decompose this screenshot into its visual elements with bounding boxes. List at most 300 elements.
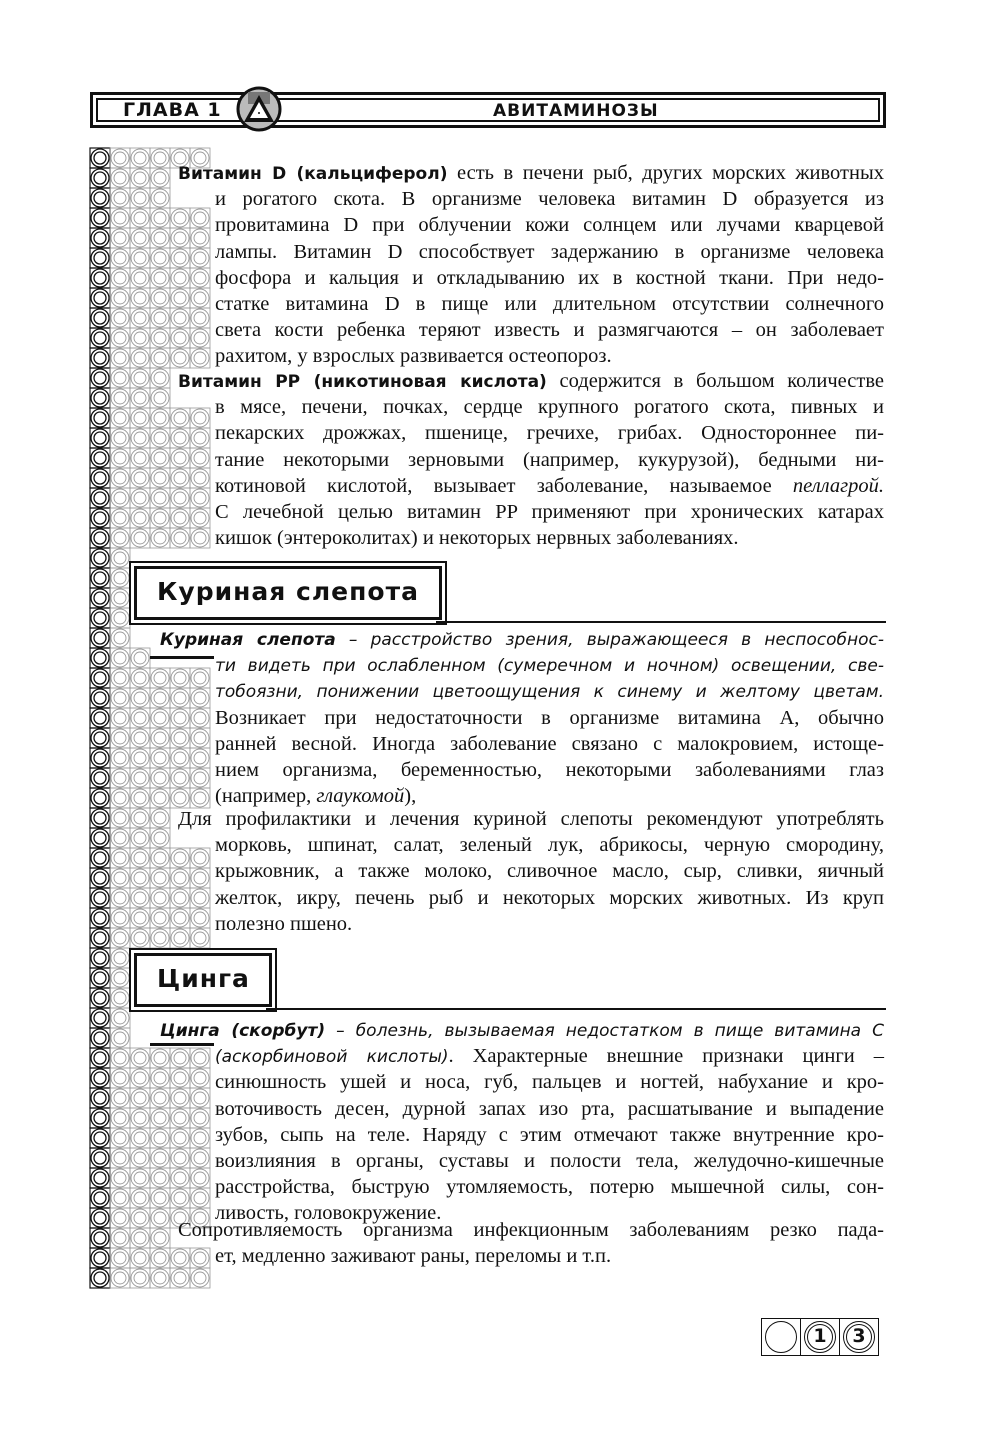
circle-cell xyxy=(190,1248,210,1268)
circle-cell xyxy=(110,988,130,1008)
circle-cell xyxy=(190,668,210,688)
page-digit xyxy=(761,1318,801,1356)
circle-cell xyxy=(110,328,130,348)
circle-cell xyxy=(150,868,170,888)
text-line: нием организма, беременностью, некоторыми заболеваниями глаз xyxy=(215,759,884,781)
circle-cell xyxy=(130,748,150,768)
text-line: воточивость десен, дурной запах изо рта, расшатывание и выпадение xyxy=(215,1097,884,1120)
circle-cell xyxy=(130,468,150,488)
circle-cell xyxy=(130,1088,150,1108)
circle-cell xyxy=(90,1228,110,1248)
circle-cell xyxy=(110,1148,130,1168)
circle-cell xyxy=(90,288,110,308)
circle-cell xyxy=(150,1188,170,1208)
chapter-title: АВИТАМИНОЗЫ xyxy=(493,101,659,121)
circle-cell xyxy=(110,768,130,788)
circle-cell xyxy=(170,868,190,888)
circle-cell xyxy=(130,228,150,248)
circle-cell xyxy=(130,348,150,368)
circle-cell xyxy=(170,768,190,788)
text-line xyxy=(178,160,884,187)
circle-cell xyxy=(150,688,170,708)
circle-cell xyxy=(110,1188,130,1208)
circle-cell xyxy=(110,788,130,808)
circle-cell xyxy=(90,1008,110,1028)
circle-cell xyxy=(110,1268,130,1288)
circle-cell xyxy=(190,308,210,328)
text-line: лампы. Витамин D способствует задержанию в организме человека xyxy=(215,240,884,263)
section-heading-text: Цинга xyxy=(157,964,250,993)
circle-cell xyxy=(90,648,110,668)
circle-cell xyxy=(190,428,210,448)
circle-cell xyxy=(90,688,110,708)
circle-cell xyxy=(90,1108,110,1128)
text-line: Сопротивляемость организма инфекционным заболеваниям резко пада- xyxy=(178,1219,884,1241)
circle-cell xyxy=(170,1128,190,1148)
circle-cell xyxy=(130,268,150,288)
circle-cell xyxy=(150,1248,170,1268)
circle-cell xyxy=(110,208,130,228)
section-heading-night-blindness xyxy=(134,566,442,620)
text-span: глаукомой xyxy=(316,785,405,808)
circle-cell xyxy=(90,468,110,488)
circle-cell xyxy=(170,468,190,488)
circle-cell xyxy=(170,848,190,868)
circle-cell xyxy=(190,1088,210,1108)
circle-cell xyxy=(110,508,130,528)
circle-cell xyxy=(130,648,150,668)
circle-cell xyxy=(90,668,110,688)
circle-cell xyxy=(110,488,130,508)
text-span: ), xyxy=(404,785,417,808)
circle-cell xyxy=(150,248,170,268)
circle-cell xyxy=(110,648,130,668)
circle-cell xyxy=(90,948,110,968)
circle-cell xyxy=(90,1208,110,1228)
circle-cell xyxy=(110,708,130,728)
page-number xyxy=(762,1318,879,1356)
circle-cell xyxy=(150,808,170,828)
circle-cell xyxy=(90,908,110,928)
circle-cell xyxy=(150,488,170,508)
circle-cell xyxy=(190,708,210,728)
text-line: ливость, головокружение. xyxy=(215,1202,442,1225)
circle-cell xyxy=(130,1268,150,1288)
circle-cell xyxy=(90,888,110,908)
circle-cell xyxy=(110,1028,130,1048)
circle-cell xyxy=(90,1088,110,1108)
text-line: рахитом, у взрослых развивается остеопороз. xyxy=(215,345,612,368)
text-line: в мясе, печени, почках, сердце крупного рогатого скота, пивных и xyxy=(215,396,884,419)
circle-cell xyxy=(90,928,110,948)
circle-cell xyxy=(110,728,130,748)
text-line: морковь, шпинат, салат, зеленый лук, абрикосы, черную смородину, xyxy=(215,834,884,857)
circle-cell xyxy=(90,1168,110,1188)
circle-cell xyxy=(130,1248,150,1268)
circle-cell xyxy=(170,1148,190,1168)
circle-cell xyxy=(150,908,170,928)
text-line xyxy=(215,678,884,705)
circle-cell xyxy=(90,968,110,988)
circle-cell xyxy=(190,1188,210,1208)
circle-cell xyxy=(190,468,210,488)
circle-cell xyxy=(110,608,130,628)
circle-cell xyxy=(130,668,150,688)
text-line: провитамина D при облучении кожи солнцем или лучами кварцевой xyxy=(215,214,884,237)
text-span: Цинга (скорбут) xyxy=(160,1021,326,1041)
circle-cell xyxy=(190,1108,210,1128)
circle-cell xyxy=(90,568,110,588)
circle-cell xyxy=(90,268,110,288)
circle-cell xyxy=(150,728,170,748)
circle-cell xyxy=(190,728,210,748)
circle-cell xyxy=(190,508,210,528)
circle-cell xyxy=(90,708,110,728)
circle-cell xyxy=(110,568,130,588)
circle-cell xyxy=(170,1108,190,1128)
circle-cell xyxy=(90,488,110,508)
text-span: есть в печени рыб, других морских животных xyxy=(447,162,884,184)
circle-cell xyxy=(170,1268,190,1288)
circle-cell xyxy=(150,368,170,388)
text-line: Возникает при недостаточности в организме витамина А, обычно xyxy=(215,706,884,729)
circle-cell xyxy=(190,1168,210,1188)
circle-cell xyxy=(90,308,110,328)
text-span: содержится в большом количестве xyxy=(546,370,884,392)
circle-cell xyxy=(90,608,110,628)
circle-cell xyxy=(150,228,170,248)
circle-cell xyxy=(150,388,170,408)
circle-cell xyxy=(130,808,150,828)
circle-cell xyxy=(190,228,210,248)
circle-cell xyxy=(130,1148,150,1168)
running-header xyxy=(90,92,886,128)
section-heading-scurvy xyxy=(134,953,272,1007)
circle-cell xyxy=(150,748,170,768)
circle-cell xyxy=(90,348,110,368)
circle-cell xyxy=(130,528,150,548)
circle-cell xyxy=(110,628,130,648)
circle-cell xyxy=(110,528,130,548)
circle-cell xyxy=(190,1268,210,1288)
circle-cell xyxy=(190,248,210,268)
circle-cell xyxy=(170,1168,190,1188)
circle-cell xyxy=(110,348,130,368)
circle-cell xyxy=(110,888,130,908)
circle-cell xyxy=(150,428,170,448)
circle-cell xyxy=(190,268,210,288)
circle-cell xyxy=(90,728,110,748)
text-line: и рогатого скота. В организме человека витамин D образуется из xyxy=(215,188,884,211)
circle-cell xyxy=(150,1148,170,1168)
text-line: желток, икру, печень рыб и некоторых морских животных. Из круп xyxy=(215,886,884,909)
text-line xyxy=(215,473,884,499)
chapter-label: ГЛАВА 1 xyxy=(123,99,222,121)
circle-cell xyxy=(150,508,170,528)
circle-cell xyxy=(150,1108,170,1128)
text-line: ранней весной. Иногда заболевание связано с малокровием, истоще- xyxy=(215,732,884,755)
text-line: ет, медленно заживают раны, переломы и т.п. xyxy=(215,1245,612,1268)
circle-cell xyxy=(170,508,190,528)
circle-cell xyxy=(110,1088,130,1108)
circle-cell xyxy=(190,328,210,348)
circle-cell xyxy=(170,248,190,268)
circle-cell xyxy=(190,408,210,428)
circle-cell xyxy=(190,488,210,508)
circle-cell xyxy=(110,468,130,488)
circle-cell xyxy=(110,1168,130,1188)
circle-cell xyxy=(150,768,170,788)
circle-cell xyxy=(90,388,110,408)
circle-cell xyxy=(130,448,150,468)
circle-cell xyxy=(110,848,130,868)
circle-cell xyxy=(110,188,130,208)
text-line: С лечебной целью витамин PP применяют при хронических катарах xyxy=(215,501,884,523)
circle-cell xyxy=(130,708,150,728)
text-line: Для профилактики и лечения куриной слепоты рекомендуют употреблять xyxy=(178,808,884,830)
text-line: расстройства, быструю утомляемость, потерю мышечной силы, сон- xyxy=(215,1176,884,1199)
circle-cell xyxy=(150,408,170,428)
circle-cell xyxy=(170,428,190,448)
circle-cell xyxy=(130,888,150,908)
text-line xyxy=(160,626,884,653)
circle-cell xyxy=(110,948,130,968)
circle-cell xyxy=(110,588,130,608)
circle-cell xyxy=(190,1068,210,1088)
circle-cell xyxy=(130,1168,150,1188)
circle-cell xyxy=(190,768,210,788)
circle-cell xyxy=(110,548,130,568)
circle-cell xyxy=(170,488,190,508)
text-line: воизлияния в органы, суставы и полости тела, желудочно-кишечные xyxy=(215,1150,884,1172)
text-span: – расстройство зрения, выражающееся в неспособнос- xyxy=(335,630,884,650)
circle-cell xyxy=(90,848,110,868)
circle-cell xyxy=(150,148,170,168)
text-span: – болезнь, вызываемая недостатком в пище витамина С xyxy=(325,1021,884,1041)
circle-cell xyxy=(90,808,110,828)
circle-cell xyxy=(110,668,130,688)
circle-cell xyxy=(170,528,190,548)
circle-cell xyxy=(110,1008,130,1028)
circle-cell xyxy=(170,228,190,248)
circle-cell xyxy=(170,408,190,428)
circle-cell xyxy=(150,828,170,848)
circle-cell xyxy=(150,888,170,908)
section-heading-text: Куриная слепота xyxy=(157,577,419,606)
circle-cell xyxy=(190,788,210,808)
circle-cell xyxy=(110,248,130,268)
rule-divider xyxy=(436,621,886,623)
circle-cell xyxy=(90,248,110,268)
circle-cell xyxy=(130,148,150,168)
circle-cell xyxy=(130,788,150,808)
circle-cell xyxy=(110,828,130,848)
circle-cell xyxy=(150,1048,170,1068)
circle-cell xyxy=(190,448,210,468)
circle-cell xyxy=(150,288,170,308)
circle-cell xyxy=(110,968,130,988)
circle-cell xyxy=(150,308,170,328)
circle-cell xyxy=(190,748,210,768)
circle-cell xyxy=(110,1128,130,1148)
text-line xyxy=(215,652,884,679)
circle-cell xyxy=(130,1108,150,1128)
circle-cell xyxy=(90,1028,110,1048)
circle-cell xyxy=(90,528,110,548)
text-line xyxy=(160,1017,884,1044)
circle-cell xyxy=(130,408,150,428)
circle-cell xyxy=(170,928,190,948)
circle-cell xyxy=(90,328,110,348)
circle-cell xyxy=(170,1248,190,1268)
circle-cell xyxy=(110,388,130,408)
text-line xyxy=(215,1043,884,1070)
circle-cell xyxy=(190,908,210,928)
text-line: полезно пшено. xyxy=(215,912,353,935)
circle-cell xyxy=(190,208,210,228)
circle-cell xyxy=(170,908,190,928)
circle-cell xyxy=(150,1168,170,1188)
circle-cell xyxy=(190,868,210,888)
circle-cell xyxy=(110,448,130,468)
circle-cell xyxy=(170,888,190,908)
text-line: тание некоторыми зерновыми (например, кукурузой), бедными ни- xyxy=(215,448,884,471)
circle-cell xyxy=(130,208,150,228)
circle-cell xyxy=(130,1128,150,1148)
circle-cell xyxy=(90,448,110,468)
circle-cell xyxy=(110,368,130,388)
circle-cell xyxy=(170,1068,190,1088)
circle-cell xyxy=(110,308,130,328)
circle-cell xyxy=(90,148,110,168)
text-line: кишок (энтероколитах) и некоторых нервных заболеваниях. xyxy=(215,527,739,550)
text-line: статке витамина D в пище или длительном отсутствии солнечного xyxy=(215,293,884,315)
circle-cell xyxy=(170,288,190,308)
circle-cell xyxy=(110,228,130,248)
circle-cell xyxy=(150,848,170,868)
circle-cell xyxy=(130,328,150,348)
circle-cell xyxy=(110,1108,130,1128)
text-line: света кости ребенка теряют известь и размягчаются – он заболевает xyxy=(215,319,884,342)
circle-cell xyxy=(130,868,150,888)
circle-cell xyxy=(90,628,110,648)
circle-cell xyxy=(190,848,210,868)
circle-cell xyxy=(130,248,150,268)
circle-cell xyxy=(90,828,110,848)
circle-cell xyxy=(130,288,150,308)
circle-cell xyxy=(90,168,110,188)
text-line xyxy=(178,368,884,395)
circle-cell xyxy=(150,188,170,208)
text-span: Куриная слепота xyxy=(160,630,336,650)
circle-cell xyxy=(90,768,110,788)
circle-cell xyxy=(190,528,210,548)
circle-cell xyxy=(150,1068,170,1088)
circle-cell xyxy=(130,728,150,748)
text-span: Витамин PP (никотиновая кислота) xyxy=(178,372,547,392)
circle-cell xyxy=(150,448,170,468)
circle-cell xyxy=(170,688,190,708)
circle-cell xyxy=(170,448,190,468)
circle-cell xyxy=(130,388,150,408)
circle-cell xyxy=(90,408,110,428)
circle-cell xyxy=(90,368,110,388)
circle-cell xyxy=(130,1208,150,1228)
circle-cell xyxy=(130,428,150,448)
circle-cell xyxy=(110,808,130,828)
circle-cell xyxy=(110,1228,130,1248)
circle-cell xyxy=(190,1148,210,1168)
circle-cell xyxy=(110,908,130,928)
circle-cell xyxy=(110,1068,130,1088)
circle-cell xyxy=(150,708,170,728)
circle-cell xyxy=(150,1228,170,1248)
circle-cell xyxy=(130,508,150,528)
text-span: Витамин D (кальциферол) xyxy=(178,164,448,184)
circle-cell xyxy=(90,208,110,228)
circle-cell xyxy=(150,208,170,228)
circle-cell xyxy=(130,1228,150,1248)
circle-cell xyxy=(90,428,110,448)
circle-cell xyxy=(110,868,130,888)
circle-cell xyxy=(110,748,130,768)
circle-cell xyxy=(130,368,150,388)
circle-cell xyxy=(170,1188,190,1208)
text-span: ти видеть при ослабленном (сумеречном и ночном) освещении, све- xyxy=(215,656,884,677)
circle-cell xyxy=(110,408,130,428)
circle-cell xyxy=(90,1148,110,1168)
circle-cell xyxy=(90,788,110,808)
rule-divider xyxy=(150,656,214,659)
circle-cell xyxy=(90,1128,110,1148)
circle-cell xyxy=(130,848,150,868)
text-span: . Характерные внешние признаки цинги – xyxy=(448,1045,884,1068)
circle-cell xyxy=(90,988,110,1008)
circle-cell xyxy=(90,1248,110,1268)
text-span: котиновой кислотой, вызывает заболевание, называемое xyxy=(215,474,793,497)
text-line: пекарских дрожжах, пшенице, гречихе, грибах. Одностороннее пи- xyxy=(215,422,884,445)
text-line: крыжовник, а также молоко, сливочное масло, сыр, сливки, яичный xyxy=(215,860,884,883)
circle-cell xyxy=(110,148,130,168)
circle-cell xyxy=(150,1268,170,1288)
page-digit: 3 xyxy=(839,1318,879,1356)
circle-cell xyxy=(170,328,190,348)
circle-cell xyxy=(90,1268,110,1288)
circle-cell xyxy=(130,1048,150,1068)
circle-cell xyxy=(130,488,150,508)
circle-cell xyxy=(90,588,110,608)
circle-cell xyxy=(130,308,150,328)
circle-cell xyxy=(170,708,190,728)
triangle-emblem-icon xyxy=(236,86,282,132)
circle-cell xyxy=(110,688,130,708)
circle-cell xyxy=(150,788,170,808)
circle-cell xyxy=(110,1048,130,1068)
circle-cell xyxy=(110,168,130,188)
circle-cell xyxy=(170,268,190,288)
circle-cell xyxy=(90,1068,110,1088)
circle-cell xyxy=(190,688,210,708)
text-line: фосфора и кальция и откладыванию их в костной ткани. При недо- xyxy=(215,266,884,289)
rule-divider xyxy=(150,1043,214,1046)
circle-cell xyxy=(90,1188,110,1208)
circle-cell xyxy=(130,828,150,848)
circle-cell xyxy=(110,428,130,448)
circle-cell xyxy=(170,1088,190,1108)
circle-cell xyxy=(110,268,130,288)
circle-cell xyxy=(90,748,110,768)
circle-cell xyxy=(130,1188,150,1208)
